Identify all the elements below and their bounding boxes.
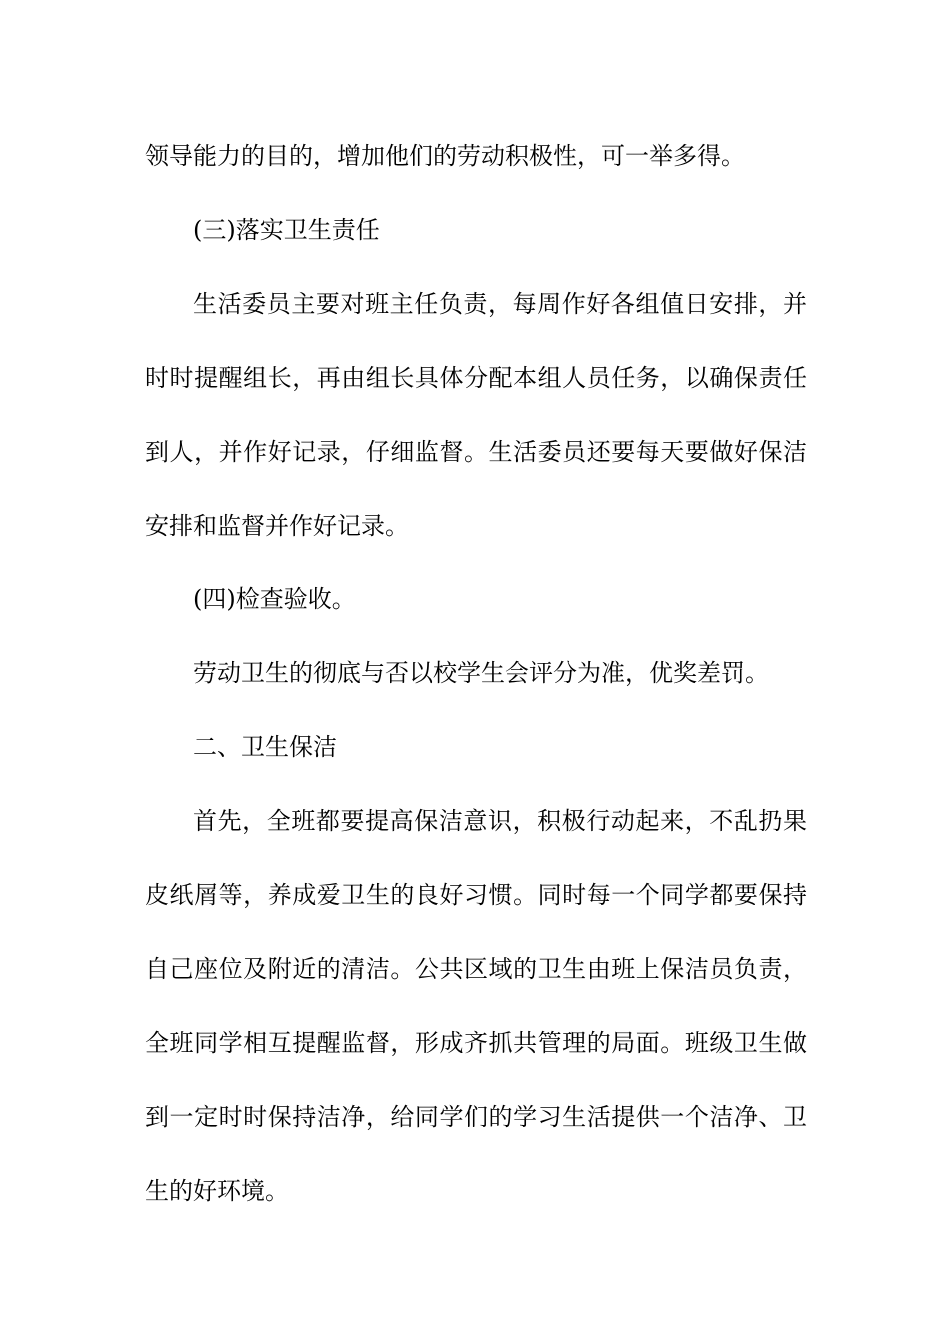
paragraph-responsibility: 生活委员主要对班主任负责，每周作好各组值日安排，并时时提醒组长，再由组长具体分配本组人员任务，以确保责任到人，并作好记录，仔细监督。生活委员还要每天要做好保洁安排和监督并作好记录。	[145, 289, 807, 540]
document-body	[145, 120, 807, 1229]
section-heading-3: (三)落实卫生责任	[193, 215, 380, 244]
section-heading-4: (四)检查验收。	[193, 585, 356, 614]
paragraph-inspection: 劳动卫生的彻底与否以校学生会评分为准，优奖差罚。	[193, 659, 769, 688]
section-heading-2: 二、卫生保洁	[193, 733, 337, 762]
paragraph-continuation: 领导能力的目的，增加他们的劳动积极性，可一举多得。	[145, 142, 745, 170]
paragraph-cleaning: 首先，全班都要提高保洁意识，积极行动起来，不乱扔果皮纸屑等，养成爱卫生的良好习惯。同时每一个同学都要保持自己座位及附近的清洁。公共区域的卫生由班上保洁员负责，全班同学相互提醒监督，形成齐抓共管理的局面。班级卫生做到一定时时保持洁净，给同学们的学习生活提供一个洁净、卫生的好环境。	[145, 807, 807, 1205]
